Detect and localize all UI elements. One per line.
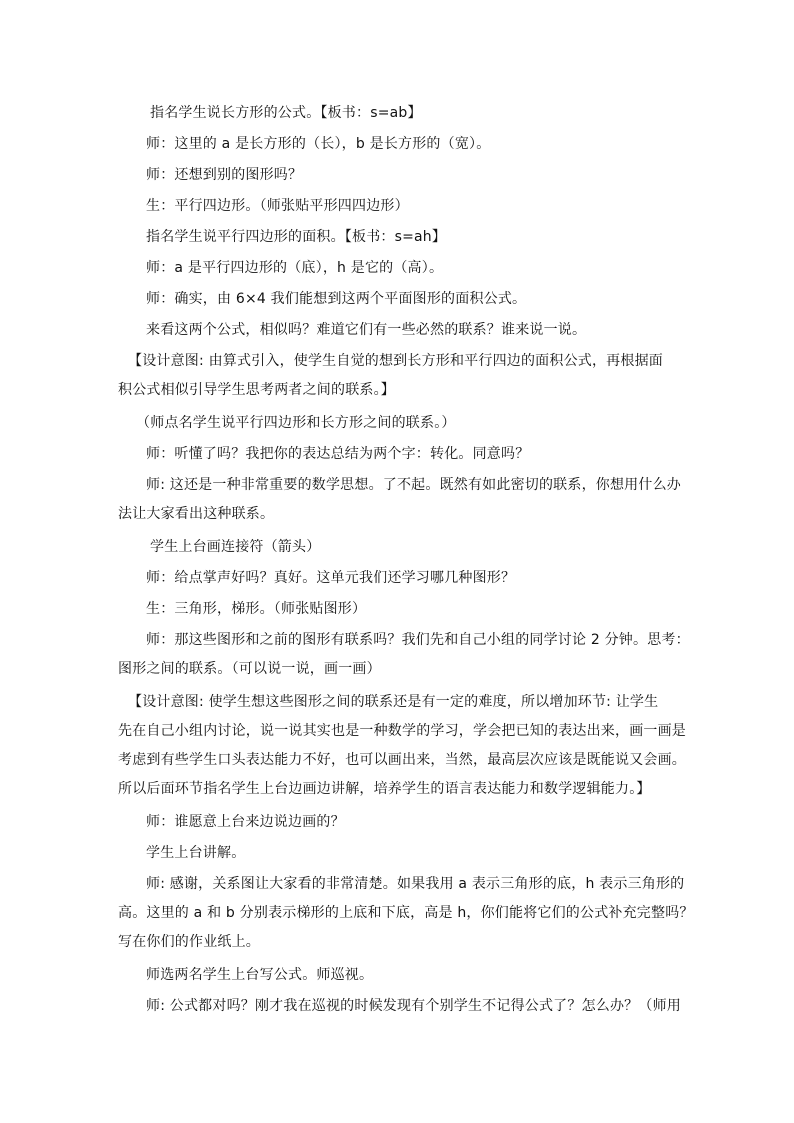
text-line-8: 来看这两个公式，相似吗？难道它们有一些必然的联系？谁来说一说。: [146, 322, 587, 338]
text-line-6: 师：a 是平行四边形的（底），h 是它的（高）。: [146, 260, 444, 276]
text-line-7: 师：确实，由 6×4 我们能想到这两个平面图形的面积公式。: [146, 291, 527, 307]
text-line-11: （师点名学生说平行四边形和长方形之间的联系。）: [136, 415, 456, 431]
text-line-20: 【设计意图: 使学生想这些图形之间的联系还是有一定的难度，所以增加环节: 让学生: [128, 694, 659, 710]
text-line-21: 先在自己小组内讨论，说一说其实也是一种数学的学习，学会把已知的表达出来，画一画是: [118, 723, 686, 739]
text-line-13: 师: 这还是一种非常重要的数学思想。了不起。既然有如此密切的联系，你想用什么办: [146, 477, 681, 493]
text-line-17: 生：三角形，梯形。（师张贴图形）: [146, 601, 367, 617]
text-line-28: 写在你们的作业纸上。: [118, 934, 260, 950]
text-line-25: 学生上台讲解。: [146, 845, 246, 861]
text-line-24: 师：谁愿意上台来边说边画的？: [146, 814, 345, 830]
text-line-14: 法让大家看出这种联系。: [118, 506, 275, 522]
text-line-2: 师：这里的 a 是长方形的（长），b 是长方形的（宽）。: [146, 136, 491, 152]
text-line-5: 指名学生说平行四边形的面积。【板书：s=ah】: [146, 229, 447, 245]
text-line-26: 师: 感谢，关系图让大家看的非常清楚。如果我用 a 表示三角形的底，h 表示三角形的: [146, 876, 685, 892]
text-line-27: 高。这里的 a 和 b 分别表示梯形的上底和下底，高是 h，你们能将它们的公式补充完整吗？: [118, 905, 694, 921]
text-line-9: 【设计意图: 由算式引入，使学生自觉的想到长方形和平行四边的面积公式，再根据面: [128, 353, 663, 369]
text-line-23: 所以后面环节指名学生上台边画边讲解，培养学生的语言表达能力和数学逻辑能力。】: [118, 781, 651, 797]
text-line-18: 师：那这些图形和之前的图形有联系吗？我们先和自己小组的同学讨论 2 分钟。思考：: [146, 632, 690, 648]
text-line-12: 师：听懂了吗？我把你的表达总结为两个字：转化。同意吗？: [146, 446, 530, 462]
text-line-4: 生：平行四边形。（师张贴平形四四边形）: [146, 198, 409, 214]
text-line-22: 考虑到有些学生口头表达能力不好，也可以画出来，当然，最高层次应该是既能说又会画。: [118, 752, 686, 768]
text-line-1: 指名学生说长方形的公式。【板书：s=ab】: [150, 105, 422, 121]
text-line-3: 师：还想到别的图形吗？: [146, 167, 303, 183]
text-line-30: 师: 公式都对吗？刚才我在巡视的时候发现有个别学生不记得公式了？怎么办？（师用: [146, 998, 681, 1014]
text-line-15: 学生上台画连接符（箭头）: [150, 539, 321, 555]
text-line-16: 师：给点掌声好吗？真好。这单元我们还学习哪几种图形？: [146, 570, 516, 586]
text-line-19: 图形之间的联系。（可以说一说，画一画）: [118, 661, 381, 677]
text-line-10: 积公式相似引导学生思考两者之间的联系。】: [118, 382, 395, 398]
text-line-29: 师选两名学生上台写公式。师巡视。: [146, 967, 374, 983]
